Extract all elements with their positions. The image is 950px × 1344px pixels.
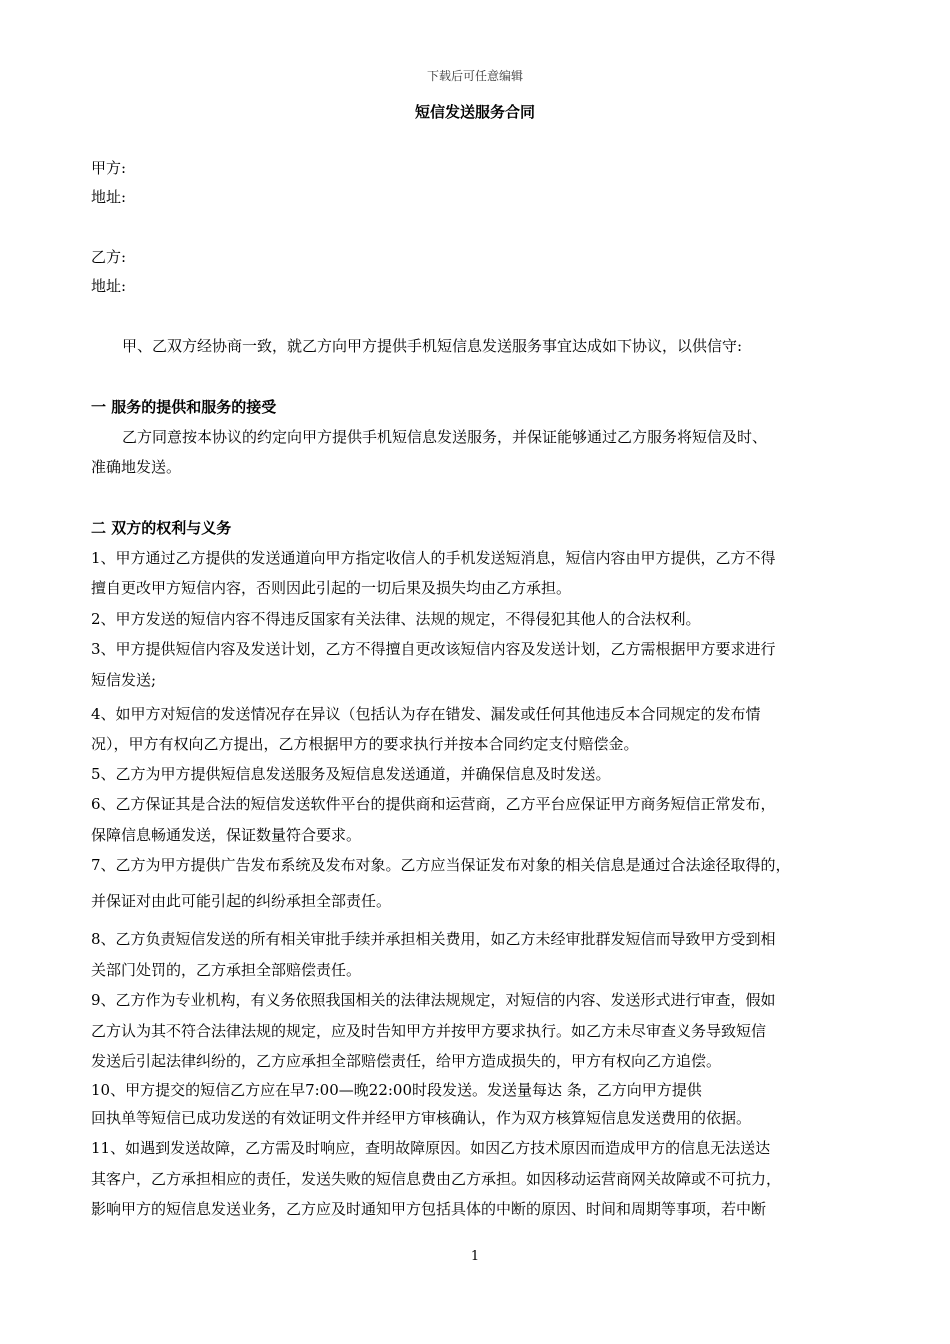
clause-line: 并保证对由此可能引起的纠纷承担全部责任。 [91,892,392,910]
clause-line: 况），甲方有权向乙方提出，乙方根据甲方的要求执行并按本合同约定支付赔偿金。 [91,735,639,753]
clause-line: 回执单等短信已成功发送的有效证明文件并经甲方审核确认，作为双方核算短信息发送费用的依据。 [91,1109,752,1127]
clause-line: 8、乙方负责短信发送的所有相关审批手续并承担相关费用，如乙方未经审批群发短信而导致甲方受到相 [91,930,776,948]
page-number: 1 [470,1249,480,1264]
clause-line: 其客户，乙方承担相应的责任，发送失败的短信息费由乙方承担。如因移动运营商网关故障或不可抗力， [91,1170,782,1188]
clause-line: 关部门处罚的，乙方承担全部赔偿责任。 [91,961,362,979]
clause-line: 1、甲方通过乙方提供的发送通道向甲方指定收信人的手机发送短消息，短信内容由甲方提供，乙方不得 [91,549,776,567]
clause-line: 7、乙方为甲方提供广告发布系统及发布对象。乙方应当保证发布对象的相关信息是通过合法途径取得的， [91,856,791,874]
clause-line: 3、甲方提供短信内容及发送计划，乙方不得擅自更改该短信内容及发送计划，乙方需根据甲方要求进行 [91,640,776,658]
clause-line: 2、甲方发送的短信内容不得违反国家有关法律、法规的规定，不得侵犯其他人的合法权利。 [91,610,701,628]
section-2-heading: 二 双方的权利与义务 [91,519,232,537]
party-a-label: 甲方: [91,159,127,177]
header-note: 下载后可任意编辑 [426,69,523,83]
party-a-address-label: 地址: [91,188,127,206]
clause-line: 保障信息畅通发送，保证数量符合要求。 [91,826,362,844]
clause-line: 4、如甲方对短信的发送情况存在异议（包括认为存在错发、漏发或任何其他违反本合同规定的发布情 [91,705,761,723]
clause-line: 5、乙方为甲方提供短信息发送服务及短信息发送通道，并确保信息及时发送。 [91,765,611,783]
clause-line: 发送后引起法律纠纷的，乙方应承担全部赔偿责任，给甲方造成损失的，甲方有权向乙方追偿。 [91,1052,722,1070]
document-title: 短信发送服务合同 [414,103,535,121]
party-b-address-label: 地址: [91,277,127,295]
clause-line: 乙方认为其不符合法律法规的规定，应及时告知甲方并按甲方要求执行。如乙方未尽审查义务导致短信 [91,1022,767,1040]
clause-line: 短信发送; [91,671,157,689]
clause-line: 擅自更改甲方短信内容，否则因此引起的一切后果及损失均由乙方承担。 [91,579,572,597]
section-1-line: 乙方同意按本协议的约定向甲方提供手机短信息发送服务，并保证能够通过乙方服务将短信及时、 [122,428,768,446]
clause-line: 10、甲方提交的短信乙方应在早7:00—晚22:00时段发送。发送量每达 条，乙方向甲方提供 [91,1081,702,1099]
clause-line: 9、乙方作为专业机构，有义务依照我国相关的法律法规规定，对短信的内容、发送形式进行审查，假如 [91,991,776,1009]
preamble: 甲、乙双方经协商一致，就乙方向甲方提供手机短信息发送服务事宜达成如下协议，以供信守: [122,337,743,355]
section-1-heading: 一 服务的提供和服务的接受 [91,398,277,416]
clause-line: 影响甲方的短信息发送业务，乙方应及时通知甲方包括具体的中断的原因、时间和周期等事项，若中断 [91,1200,767,1218]
section-1-line: 准确地发送。 [91,458,182,476]
party-b-label: 乙方: [91,248,127,266]
clause-line: 11、如遇到发送故障，乙方需及时响应，查明故障原因。如因乙方技术原因而造成甲方的信息无法送达 [91,1139,771,1157]
clause-line: 6、乙方保证其是合法的短信发送软件平台的提供商和运营商，乙方平台应保证甲方商务短信正常发布， [91,795,776,813]
